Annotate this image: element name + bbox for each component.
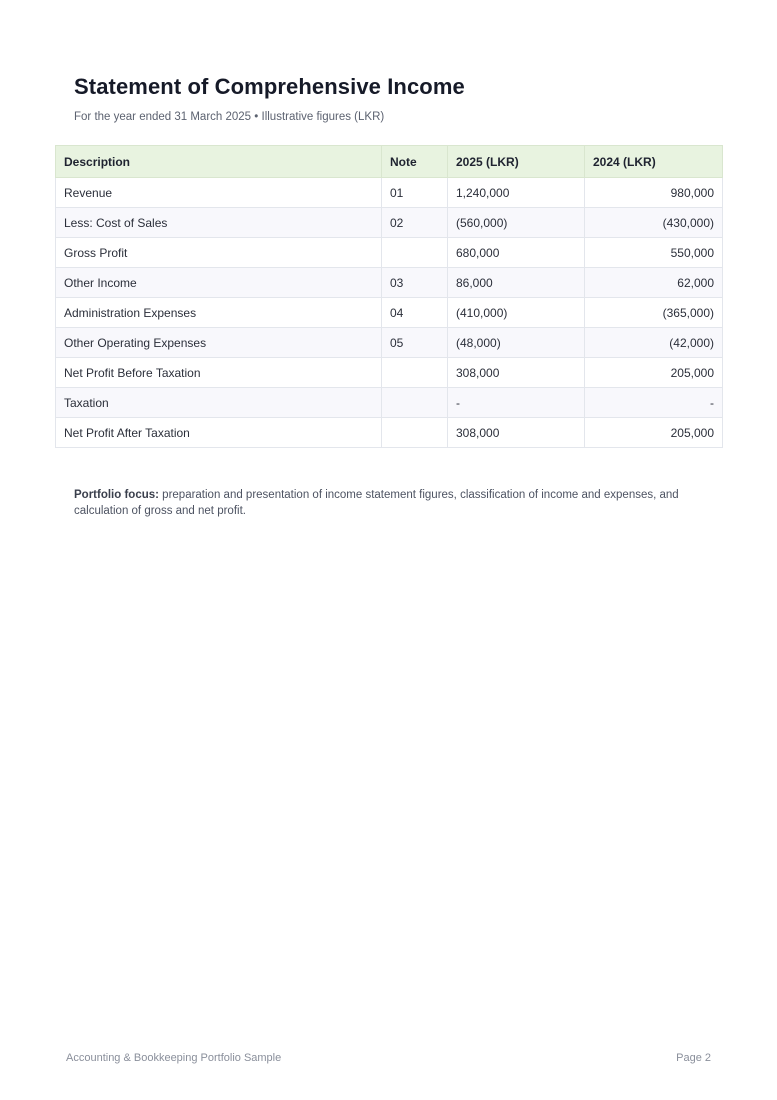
row-note bbox=[382, 418, 448, 448]
row-value-2024: (42,000) bbox=[585, 328, 723, 358]
row-value-2024: 550,000 bbox=[585, 238, 723, 268]
table-header-row bbox=[56, 146, 723, 178]
row-value-2024: (365,000) bbox=[585, 298, 723, 328]
row-description: Net Profit Before Taxation bbox=[56, 358, 382, 388]
row-value-2025: (410,000) bbox=[448, 298, 585, 328]
table-row bbox=[56, 418, 723, 448]
row-value-2025: 680,000 bbox=[448, 238, 585, 268]
row-value-2025: (560,000) bbox=[448, 208, 585, 238]
footer-page-number: Page 2 bbox=[676, 1052, 711, 1064]
row-description: Administration Expenses bbox=[56, 298, 382, 328]
income-statement-table bbox=[55, 145, 723, 448]
row-value-2025: (48,000) bbox=[448, 328, 585, 358]
row-description: Revenue bbox=[56, 178, 382, 208]
row-description: Other Operating Expenses bbox=[56, 328, 382, 358]
row-value-2024: - bbox=[585, 388, 723, 418]
portfolio-note-label: Portfolio focus: bbox=[74, 489, 159, 501]
table-row bbox=[56, 208, 723, 238]
column-header-description: Description bbox=[56, 146, 382, 178]
row-note: 02 bbox=[382, 208, 448, 238]
row-note bbox=[382, 388, 448, 418]
row-value-2024: 205,000 bbox=[585, 358, 723, 388]
row-note: 04 bbox=[382, 298, 448, 328]
row-description: Gross Profit bbox=[56, 238, 382, 268]
column-header-2025: 2025 (LKR) bbox=[448, 146, 585, 178]
row-description: Net Profit After Taxation bbox=[56, 418, 382, 448]
row-value-2025: 308,000 bbox=[448, 418, 585, 448]
table-row bbox=[56, 238, 723, 268]
portfolio-note bbox=[74, 487, 684, 519]
table-row bbox=[56, 388, 723, 418]
row-note: 01 bbox=[382, 178, 448, 208]
portfolio-note-text: preparation and presentation of income statement figures, classification of income and expenses, and calculation of gross and net profit. bbox=[74, 489, 679, 517]
row-value-2024: 62,000 bbox=[585, 268, 723, 298]
row-description: Other Income bbox=[56, 268, 382, 298]
table-row bbox=[56, 298, 723, 328]
row-note bbox=[382, 358, 448, 388]
table-row bbox=[56, 268, 723, 298]
row-value-2025: 1,240,000 bbox=[448, 178, 585, 208]
row-value-2025: 86,000 bbox=[448, 268, 585, 298]
table-row bbox=[56, 328, 723, 358]
row-note bbox=[382, 238, 448, 268]
row-value-2024: (430,000) bbox=[585, 208, 723, 238]
row-value-2025: - bbox=[448, 388, 585, 418]
row-value-2025: 308,000 bbox=[448, 358, 585, 388]
row-note: 05 bbox=[382, 328, 448, 358]
page-title: Statement of Comprehensive Income bbox=[74, 74, 465, 99]
table-row bbox=[56, 178, 723, 208]
page-subtitle: For the year ended 31 March 2025 • Illustrative figures (LKR) bbox=[74, 111, 385, 123]
row-description: Less: Cost of Sales bbox=[56, 208, 382, 238]
row-value-2024: 980,000 bbox=[585, 178, 723, 208]
footer-document-name: Accounting & Bookkeeping Portfolio Sample bbox=[66, 1052, 282, 1064]
row-description: Taxation bbox=[56, 388, 382, 418]
row-value-2024: 205,000 bbox=[585, 418, 723, 448]
table-row bbox=[56, 358, 723, 388]
row-note: 03 bbox=[382, 268, 448, 298]
column-header-note: Note bbox=[382, 146, 448, 178]
column-header-2024: 2024 (LKR) bbox=[585, 146, 723, 178]
